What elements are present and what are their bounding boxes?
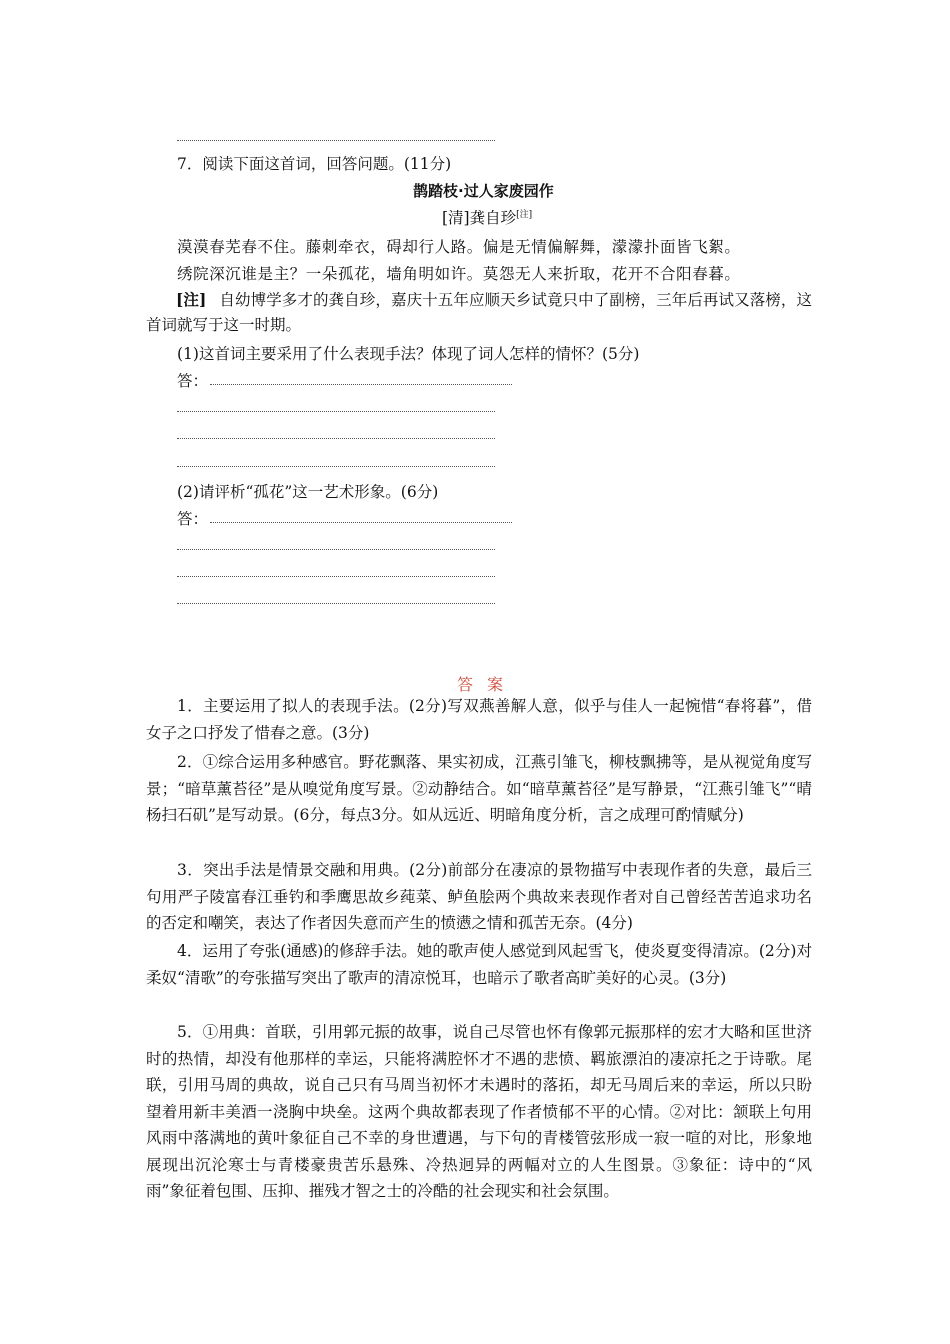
poem-author (442, 206, 532, 228)
answer-line[interactable] (177, 438, 495, 439)
answer-line[interactable] (177, 411, 495, 412)
answer-label-1: 答： (177, 372, 209, 390)
answer-line[interactable] (177, 549, 495, 550)
author-note-mark: [注] (516, 210, 533, 220)
answer-line[interactable] (177, 466, 495, 467)
sub-question-1: (1)这首词主要采用了什么表现手法？体现了词人怎样的情怀？(5分) (177, 345, 640, 363)
answer-line[interactable] (210, 522, 512, 523)
answer-item-1: 1．主要运用了拟人的表现手法。(2分)写双燕善解人意，似乎与佳人一起惋惜“春将暮”，借女子之口抒发了惜春之意。(3分) (146, 697, 812, 742)
note-text: 自幼博学多才的龚自珍，嘉庆十五年应顺天乡试竟只中了副榜，三年后再试又落榜，这首词就写于这一时期。 (146, 291, 812, 334)
sub-question-2: (2)请评析“孤花”这一艺术形象。(6分) (177, 483, 439, 501)
poem-line-1: 漠漠春芜春不住。藤刺牵衣，碍却行人路。偏是无情偏解舞，濛濛扑面皆飞絮。 (177, 238, 741, 256)
answer-label-2: 答： (177, 510, 209, 528)
answer-item-3: 3．突出手法是情景交融和用典。(2分)前部分在凄凉的景物描写中表现作者的失意，最后三句用严子陵富春江垂钓和季鹰思故乡莼菜、鲈鱼脍两个典故来表现作者对自己曾经苦苦追求功名的否定和嘲笑，表达了作者因失意而产生的愤懑之情和孤苦无奈。(4分) (146, 861, 812, 932)
answer-item-2: 2．①综合运用多种感官。野花飘落、果实初成，江燕引雏飞，柳枝飘拂等，是从视觉角度写景；“暗草薰苔径”是从嗅觉角度写景。②动静结合。如“暗草薰苔径”是写静景，“江燕引雏飞”“晴杨扫石矶”是写动景。(6分，每点3分。如从远近、明暗角度分析，言之成理可酌情赋分) (146, 753, 812, 824)
poem-title: 鹊踏枝·过人家废园作 (413, 182, 554, 200)
answer-item-4: 4．运用了夸张(通感)的修辞手法。她的歌声使人感觉到风起雪飞，使炎夏变得清凉。(2分)对柔奴“清歌”的夸张描写突出了歌声的清凉悦耳，也暗示了歌者高旷美好的心灵。(3分) (146, 942, 812, 987)
answer-line[interactable] (177, 576, 495, 577)
question-7-stem: 7．阅读下面这首词，回答问题。(11分) (177, 155, 452, 173)
answer-item-5: 5．①用典：首联，引用郭元振的故事，说自己尽管也怀有像郭元振那样的宏才大略和匡世济时的热情，却没有他那样的幸运，只能将满腔怀才不遇的悲愤、羁旅漂泊的凄凉托之于诗歌。尾联，引用马周的典故，说自己只有马周当初怀才未遇时的落拓，却无马周后来的幸运，所以只盼望着用新丰美酒一浇胸中块垒。这两个典故都表现了作者愤郁不平的心情。②对比：颔联上句用风雨中落满地的黄叶象征自己不幸的身世遭遇，与下句的青楼管弦形成一寂一喧的对比，形象地展现出沉沦寒士与青楼豪贵苦乐悬殊、冷热迥异的两幅对立的人生图景。③象征：诗中的“风雨”象征着包围、压抑、摧残才智之士的冷酷的社会现实和社会氛围。 (146, 1023, 812, 1200)
answer-line[interactable] (177, 603, 495, 604)
answer-line[interactable] (210, 384, 512, 385)
author-name: [清]龚自珍 (442, 209, 517, 227)
note-label: [注] (176, 290, 207, 309)
poem-note (146, 287, 812, 338)
poem-line-2: 绣院深沉谁是主？一朵孤花，墙角明如许。莫怨无人来折取，花开不合阳春暮。 (177, 265, 741, 283)
answer-line-top (177, 140, 495, 141)
answers-heading: 答案 (457, 675, 518, 694)
